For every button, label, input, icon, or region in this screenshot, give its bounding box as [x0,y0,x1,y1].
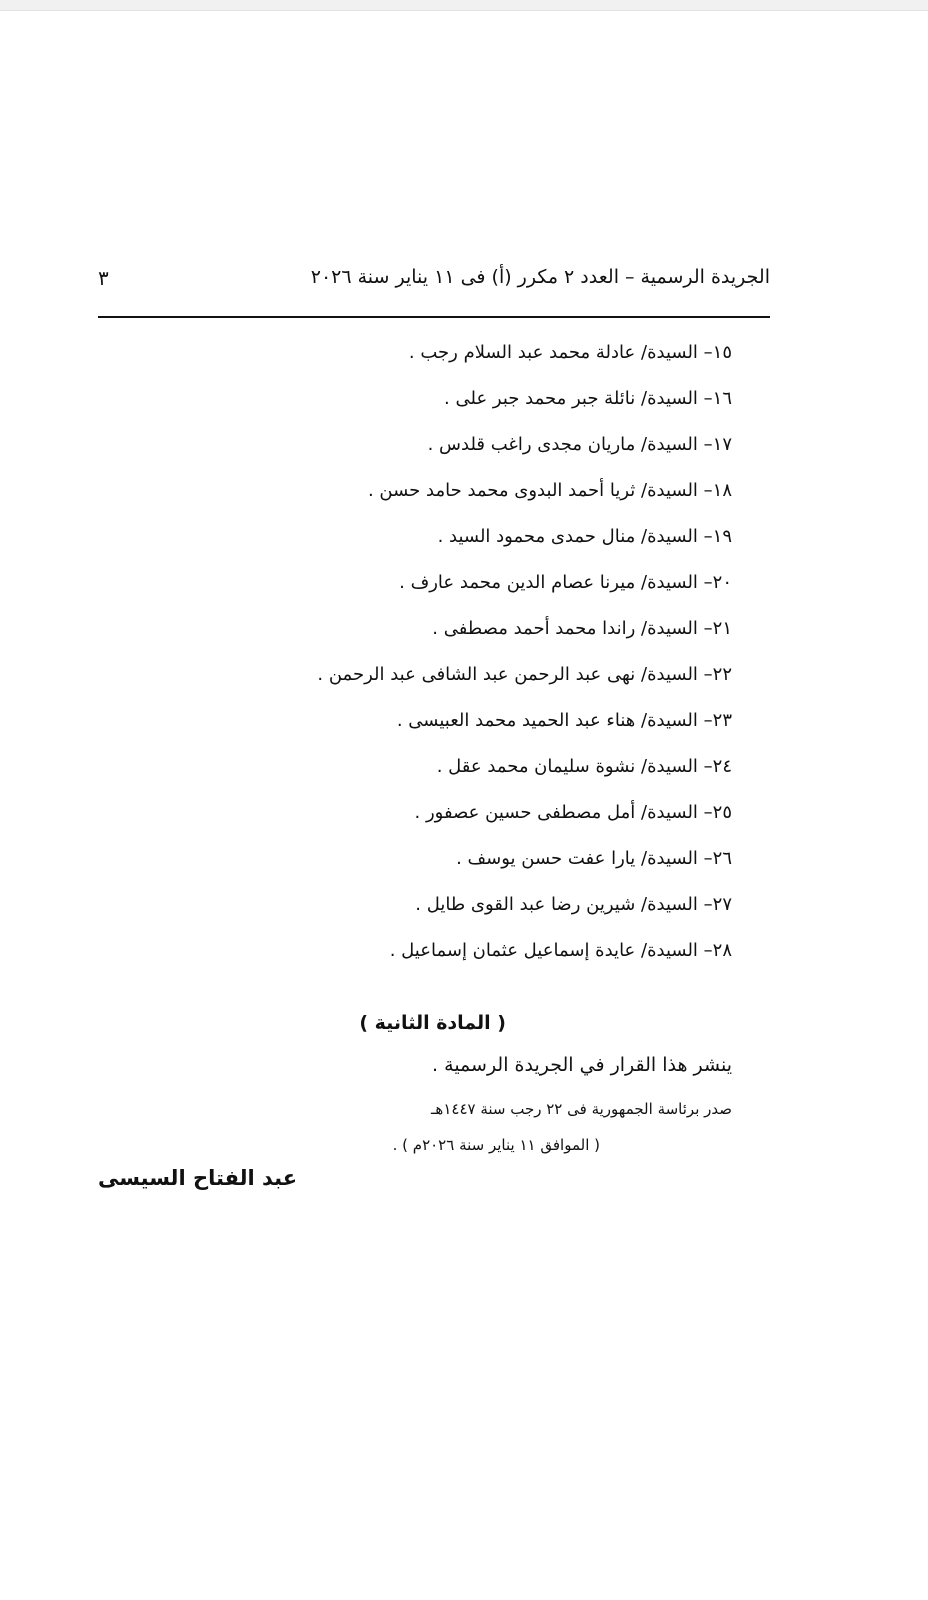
article-text: ينشر هذا القرار في الجريدة الرسمية . [432,1054,732,1076]
list-item: ٢٣– السيدة/ هناء عبد الحميد محمد العبيسى . [396,710,732,731]
names-list [132,340,732,984]
gazette-header-title: الجريدة الرسمية – العدد ٢ مكرر (أ) فى ١١ يناير سنة ٢٠٢٦ [310,266,770,288]
article-heading: ( المادة الثانية ) [359,1012,506,1034]
signature: عبد الفتاح السيسى [98,1166,298,1190]
list-item: ١٦– السيدة/ نائلة جبر محمد جبر على . [444,388,732,409]
list-item: ١٥– السيدة/ عادلة محمد عبد السلام رجب . [408,342,732,363]
list-item: ٢٢– السيدة/ نهى عبد الرحمن عبد الشافى عبد الرحمن . [317,664,732,685]
header-divider [98,316,770,318]
page-number: ٣ [98,266,109,290]
list-item: ٢٥– السيدة/ أمل مصطفى حسين عصفور . [414,802,732,823]
list-item: ١٧– السيدة/ ماريان مجدى راغب قلدس . [427,434,732,455]
list-item: ١٨– السيدة/ ثريا أحمد البدوى محمد حامد حسن . [367,480,732,501]
list-item: ٢٨– السيدة/ عايدة إسماعيل عثمان إسماعيل . [389,940,732,961]
list-item: ٢٦– السيدة/ يارا عفت حسن يوسف . [456,848,732,869]
issued-date: ( الموافق ١١ يناير سنة ٢٠٢٦م ) . [392,1136,600,1154]
list-item: ٢٤– السيدة/ نشوة سليمان محمد عقل . [436,756,732,777]
list-item: ٢١– السيدة/ راندا محمد أحمد مصطفى . [432,618,732,639]
list-item: ١٩– السيدة/ منال حمدى محمود السيد . [437,526,732,547]
issued-line: صدر برئاسة الجمهورية فى ٢٢ رجب سنة ١٤٤٧هـ [431,1100,732,1118]
list-item: ٢٧– السيدة/ شيرين رضا عبد القوى طايل . [415,894,732,915]
top-band [0,0,928,11]
page-header [98,266,770,296]
list-item: ٢٠– السيدة/ ميرنا عصام الدين محمد عارف . [399,572,732,593]
